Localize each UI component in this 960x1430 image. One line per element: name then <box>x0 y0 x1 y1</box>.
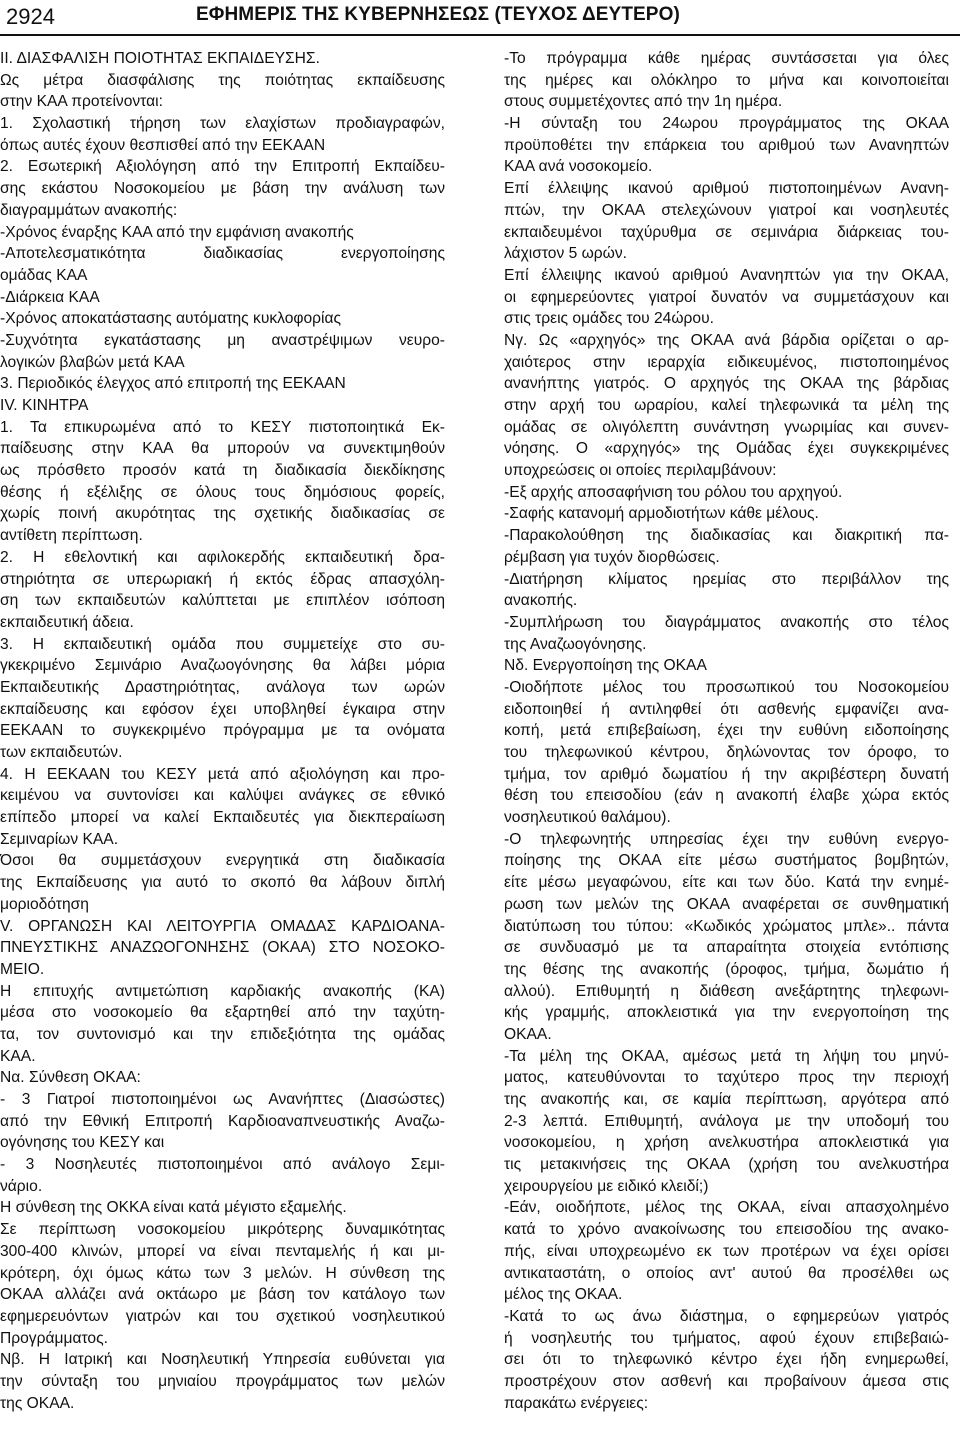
text-line: χαιότερος στην ιεραρχία ειδικευμένος, πιστοποιημένος <box>504 353 949 371</box>
text-line: ρωση των μελών της ΟΚΑΑ αναφέρεται σε συνθηματική <box>504 895 949 913</box>
text-line: νάριο. <box>0 1177 43 1195</box>
text-line: -Χρόνος έναρξης ΚΑΑ από την εμφάνιση ανακοπής <box>0 223 354 241</box>
text-line: οι εφημερεύοντες γιατροί δυνατόν να συμμετάσχουν και <box>504 288 949 306</box>
text-line: παίδευσης στην ΚΑΑ θα μπορούν να συνεκτιμηθούν <box>0 440 445 458</box>
text-line: επίπεδο μπορεί να καλεί Εκπαιδευτές για διεκπεραίωση <box>0 809 445 827</box>
text-line: ογόνησης του ΚΕΣΥ και <box>0 1134 165 1152</box>
text-line: πτών, την ΟΚΑΑ στελεχώνουν γιατροί και νοσηλευτές <box>504 201 949 219</box>
text-line: του τηλεφωνικού κέντρου, δηλώνοντας τον όροφο, το <box>504 744 949 761</box>
text-line: τα, τον συντονισμό και την επιδεξιότητα της ομάδας <box>0 1025 445 1043</box>
text-line: παρακάτω ενέργειες: <box>504 1394 649 1412</box>
text-line: κοπή, μετά επιβεβαίωση, έχει την ευθύνη ειδοποίησης <box>504 722 949 740</box>
text-line: 2. Η εθελοντική και αφιλοκερδής εκπαιδευτική δρα- <box>0 548 445 566</box>
text-line: όπως αυτές έχουν θεσπισθεί από την ΕΕΚΑΑΝ <box>0 136 326 154</box>
text-line: των εκπαιδευτών. <box>0 744 123 761</box>
text-line: εκπαιδευτική άδεια. <box>0 613 134 631</box>
text-line: ματος, κατευθύνονται το ταχύτερο προς την περιοχή <box>504 1069 949 1087</box>
text-line: ανακοπής. <box>504 592 578 610</box>
text-line: νοσηλευτικού θαλάμου). <box>504 809 671 827</box>
text-line: σης εκάστου Νοσοκομείου με βάση την ανάλυση των <box>0 180 445 198</box>
text-line: ΚΑΑ. <box>0 1047 36 1065</box>
text-line: προϋποθέτει την επάρκεια του αριθμού των Ανανηπτών <box>504 136 949 154</box>
text-line: ΙΙ. ΔΙΑΣΦΑΛΙΣΗ ΠΟΙΟΤΗΤΑΣ ΕΚΠΑΙΔΕΥΣΗΣ. <box>0 50 320 67</box>
text-line: -Σαφής κατανομή αρμοδιοτήτων κάθε μέλους. <box>504 505 819 523</box>
text-line: - 3 Γιατροί πιστοποιημένοι ως Ανανήπτες (Διασώστες) <box>0 1091 445 1108</box>
text-line: Όσοι θα συμμετάσχουν ενεργητικά στη διαδικασία <box>0 852 445 870</box>
text-line: θέση του επεισοδίου (εάν η ανακοπή έλαβε χώρα εκτός <box>504 787 949 805</box>
text-line: -Διάρκεια ΚΑΑ <box>0 288 100 306</box>
text-line: ανανήπτης γιατρός. Ο αρχηγός της ΟΚΑΑ της βάρδιας <box>504 375 949 393</box>
text-line: ΜΕΙΟ. <box>0 960 45 978</box>
right-column <box>504 48 949 1426</box>
text-line: Επί έλλειψης ικανού αριθμού Ανανηπτών για την ΟΚΑΑ, <box>504 266 949 284</box>
text-line: χωρίς ποινή ακυρότητας της σχετικής διαδικασίας σε <box>0 505 445 523</box>
text-line: -Η σύνταξη του 24ωρου προγράμματος της ΟΚΑΑ <box>504 115 949 133</box>
text-line: αντίθετη περίπτωση. <box>0 527 143 545</box>
text-line: Νβ. Η Ιατρική και Νοσηλευτική Υπηρεσία ευθύνεται για <box>0 1351 445 1369</box>
text-line: νοσοκομείου, η χρήση ανελκυστήρα αποκλειστικά για <box>504 1134 949 1152</box>
text-line: ΟΚΑΑ. <box>504 1025 552 1043</box>
text-line: διατύπωση του τύπου: «Κωδικός χρώματος μπλε».. πάντα <box>504 917 949 935</box>
text-line: αντικαταστάτη, ο οποίος αντ' αυτού θα προσέλθει ως <box>504 1264 949 1282</box>
text-line: ή νοσηλευτής του τμήματος, αφού έχουν επιβεβαιώ- <box>504 1329 949 1347</box>
text-line: στις τρεις ομάδες του 24ώρου. <box>504 310 714 328</box>
text-line: διαγραμμάτων ανακοπής: <box>0 201 178 219</box>
text-line: από την Εθνική Επιτροπή Καρδιοαναπνευστικής Αναζω- <box>0 1112 445 1130</box>
text-line: ΕΕΚΑΑΝ το συγκεκριμένο πρόγραμμα με τα ονόματα <box>0 722 445 740</box>
text-line: μοριοδότηση <box>0 895 89 913</box>
text-line: Η επιτυχής αντιμετώπιση καρδιακής ανακοπής (ΚΑ) <box>0 982 445 1000</box>
text-line: της Εκπαίδευσης για αυτό το σκοπό θα λάβουν διπλή <box>0 874 445 892</box>
text-line: V. ΟΡΓΑΝΩΣΗ ΚΑΙ ΛΕΙΤΟΥΡΓΙΑ ΟΜΑΔΑΣ ΚΑΡΔΙΟΑΝΑ- <box>0 917 445 935</box>
text-line: 300-400 κλινών, μπορεί να είναι πενταμελής ή και μι- <box>0 1242 445 1260</box>
text-line: -Εξ αρχής αποσαφήνιση του ρόλου του αρχηγού. <box>504 483 843 501</box>
text-line: τμήμα, τον αριθμό δωματίου ή την ακριβέστερη δυνατή <box>504 765 949 783</box>
text-line: -Συμπλήρωση του διαγράμματος ανακοπής στο τέλος <box>504 613 949 631</box>
text-line: στηριότητα σε υπερωριακή ή εκτός έδρας απασχόλη- <box>0 570 445 588</box>
text-line: ρέμβαση για τυχόν διορθώσεις. <box>504 548 720 566</box>
text-line: ομάδας σε ολιγόλεπτη συνάντηση γνωριμίας και συνεν- <box>504 418 949 436</box>
text-line: Εκπαιδευτικής Δραστηριότητας, ανάλογα των ωρών <box>0 678 445 696</box>
text-line: 2. Εσωτερική Αξιολόγηση από την Επιτροπή Εκπαίδευ- <box>0 158 445 176</box>
gazette-title: ΕΦΗΜΕΡΙΣ ΤΗΣ ΚΥΒΕΡΝΗΣΕΩΣ (ΤΕΥΧΟΣ ΔΕΥΤΕΡΟ) <box>196 4 680 25</box>
page-header <box>0 0 960 40</box>
text-line: προστρέχουν στον ασθενή και προβαίνουν άμεσα στις <box>504 1372 949 1390</box>
text-line: -Το πρόγραμμα κάθε ημέρας συντάσσεται για όλες <box>504 50 949 67</box>
text-line: - 3 Νοσηλευτές πιστοποιημένοι από ανάλογο Σεμι- <box>0 1156 445 1174</box>
text-line: Ως μέτρα διασφάλισης της ποιότητας εκπαίδευσης <box>0 71 445 89</box>
text-line: σει ότι το τηλεφωνικό κέντρο έχει ήδη ενημερωθεί, <box>504 1351 949 1369</box>
header-rule <box>0 34 960 36</box>
text-line: ση των εκπαιδευτών καλύπτεται με επιπλέον ισόποση <box>0 592 445 610</box>
text-line: 3. Η εκπαιδευτική ομάδα που συμμετείχε στο συ- <box>0 635 445 653</box>
text-line: πής, είναι υποχρεωμένο εκ των προτέρων να έχει ορίσει <box>504 1242 949 1260</box>
text-line: ειδοποιηθεί ή αντιληφθεί ότι ασθενής εμφανίζει ανα- <box>504 700 949 718</box>
text-line: λάχιστον 5 ωρών. <box>504 245 627 263</box>
text-line: θέσης ή εξέλιξης σε όλους τους δημόσιους φορείς, <box>0 483 445 501</box>
text-line: γκεκριμένο Σεμινάριο Αναζωογόνησης θα λάβει μόρια <box>0 657 445 675</box>
text-line: -Παρακολούθηση της διαδικασίας και διακριτική πα- <box>504 527 949 545</box>
text-line: λογικών βλαβών μετά ΚΑΑ <box>0 353 185 371</box>
text-line: -Συχνότητα εγκατάστασης μη αναστρέψιμων νευρο- <box>0 331 445 349</box>
text-line: -Διατήρηση κλίματος ηρεμίας στο περιβάλλον της <box>504 570 949 588</box>
text-line: στην ΚΑΑ προτείνονται: <box>0 93 163 111</box>
text-line: εκπαιδευμένοι ταχύρυθμα σε σεμινάρια διάρκειας του- <box>504 223 949 241</box>
text-line: κής γραμμής, αποκλειστικά για την ενεργοποίηση της <box>504 1004 949 1022</box>
text-line: Να. Σύνθεση ΟΚΑΑ: <box>0 1069 141 1087</box>
text-line: Επί έλλειψης ικανού αριθμού πιστοποιημένων Ανανη- <box>504 180 949 198</box>
text-line: -Κατά το ως άνω διάστημα, ο εφημερεύων γιατρός <box>504 1307 949 1325</box>
text-line: -Τα μέλη της ΟΚΑΑ, αμέσως μετά τη λήψη του μηνύ- <box>504 1047 949 1065</box>
text-line: 2-3 λεπτά. Επιθυμητή, ανάλογα με την υποδομή του <box>504 1112 949 1130</box>
text-line: ΠΝΕΥΣΤΙΚΗΣ ΑΝΑΖΩΟΓΟΝΗΣΗΣ (ΟΚΑΑ) ΣΤΟ ΝΟΣΟΚΟ- <box>0 939 445 957</box>
text-line: ποίησης της ΟΚΑΑ είτε μέσω συστήματος βομβητών, <box>504 852 949 870</box>
text-line: υποχρεώσεις οι οποίες περιλαμβάνουν: <box>504 462 777 480</box>
text-line: την σύνταξη του μηνιαίου προγράμματος των μελών <box>0 1372 445 1390</box>
text-line: -Εάν, οιοδήποτε, μέλος της ΟΚΑΑ, είναι απασχολημένο <box>504 1199 949 1217</box>
text-line: μέλος της ΟΚΑΑ. <box>504 1286 623 1304</box>
text-line: εκπαίδευσης και εφόσον έχει υποβληθεί έγκαιρα στην <box>0 700 445 718</box>
text-line: της ανακοπής και, σε καμία περίπτωση, αργότερα από <box>504 1091 949 1108</box>
text-line: 1. Σχολαστική τήρηση των ελαχίστων προδιαγραφών, <box>0 115 445 133</box>
text-line: αλλού). Επιθυμητή η διάθεση ανεξάρτητης τηλεφωνι- <box>504 982 949 1000</box>
text-line: τις μετακινήσεις της ΟΚΑΑ (χρήση του ανελκυστήρα <box>504 1156 949 1174</box>
text-line: 3. Περιοδικός έλεγχος από επιτροπή της ΕΕΚΑΑΝ <box>0 375 346 393</box>
text-line: ομάδας ΚΑΑ <box>0 266 88 284</box>
left-column <box>0 48 445 1426</box>
text-line: Νγ. Ως «αρχηγός» της ΟΚΑΑ ανά βάρδια ορίζεται ο αρ- <box>504 331 949 349</box>
text-line: ΟΚΑΑ αλλάζει ανά οκτάωρο με βάση τον κατάλογο των <box>0 1286 445 1304</box>
text-line: -Αποτελεσματικότητα διαδικασίας ενεργοποίησης <box>0 245 445 263</box>
text-line: Σεμιναρίων ΚΑΑ. <box>0 830 119 848</box>
text-line: Προγράμματος. <box>0 1329 108 1347</box>
text-line: στην αρχή του ωραρίου, καλεί τηλεφωνικά τα μέλη της <box>504 397 949 414</box>
text-line: IV. ΚΙΝΗΤΡΑ <box>0 397 89 414</box>
text-line: είτε μέσω μεγαφώνου, είτε και των δύο. Κατά την ενημέ- <box>504 874 949 892</box>
text-line: 1. Τα επικυρωμένα από το ΚΕΣΥ πιστοποιητικά Εκ- <box>0 418 445 436</box>
text-line: Η σύνθεση της ΟΚΚΑ είναι κατά μέγιστο εξαμελής. <box>0 1199 347 1217</box>
text-line: 4. Η ΕΕΚΑΑΝ του ΚΕΣΥ μετά από αξιολόγηση και προ- <box>0 765 445 783</box>
text-line: ΚΑΑ ανά νοσοκομείο. <box>504 158 653 176</box>
text-line: σε συνδυασμό με τα απαραίτητα στοιχεία εντόπισης <box>504 939 949 957</box>
text-line: ως πρόσθετο προσόν κατά τη διαδικασία διεκδίκησης <box>0 462 445 480</box>
text-line: στους συμμετέχοντες από την 1η ημέρα. <box>504 93 783 111</box>
text-line: εφημερευόντων γιατρών και του σχετικού νοσηλευτικού <box>0 1307 445 1325</box>
text-line: κατά το χρόνο ανακοίνωσης του επεισοδίου της ανακο- <box>504 1221 949 1239</box>
text-line: της Αναζωογόνησης. <box>504 635 647 653</box>
text-line: κειμένου να συντονίσει και καλύψει ανάγκες σε εθνικό <box>0 787 445 805</box>
text-line: της ΟΚΑΑ. <box>0 1394 75 1412</box>
text-line: μέσα στο νοσοκομείο θα εξαρτηθεί από την ταχύτη- <box>0 1004 445 1022</box>
text-line: της ημέρες και ολόκληρο το μήνα και κοινοποιείται <box>504 71 949 89</box>
text-line: -Ο τηλεφωνητής υπηρεσίας έχει την ευθύνη ενεργο- <box>504 830 949 848</box>
text-line: κρότερη, όχι όμως κάτω των 3 μελών. Η σύνθεση της <box>0 1264 445 1282</box>
page-number: 2924 <box>6 4 55 29</box>
text-line: Nδ. Ενεργοποίηση της ΟΚΑΑ <box>504 657 707 675</box>
text-line: Σε περίπτωση νοσοκομείου μικρότερης δυναμικότητας <box>0 1221 445 1239</box>
text-line: χειρουργείου με ειδικό κλειδί;) <box>504 1177 709 1195</box>
text-line: νόησης. Ο «αρχηγός» της Ομάδας έχει συγκεκριμένες <box>504 440 949 458</box>
text-line: -Οιοδήποτε μέλος του προσωπικού του Νοσοκομείου <box>504 678 949 696</box>
text-line: -Χρόνος αποκατάστασης αυτόματης κυκλοφορίας <box>0 310 342 328</box>
text-line: της θέσης της ανακοπής (όροφος, τμήμα, δωμάτιο ή <box>504 960 949 978</box>
